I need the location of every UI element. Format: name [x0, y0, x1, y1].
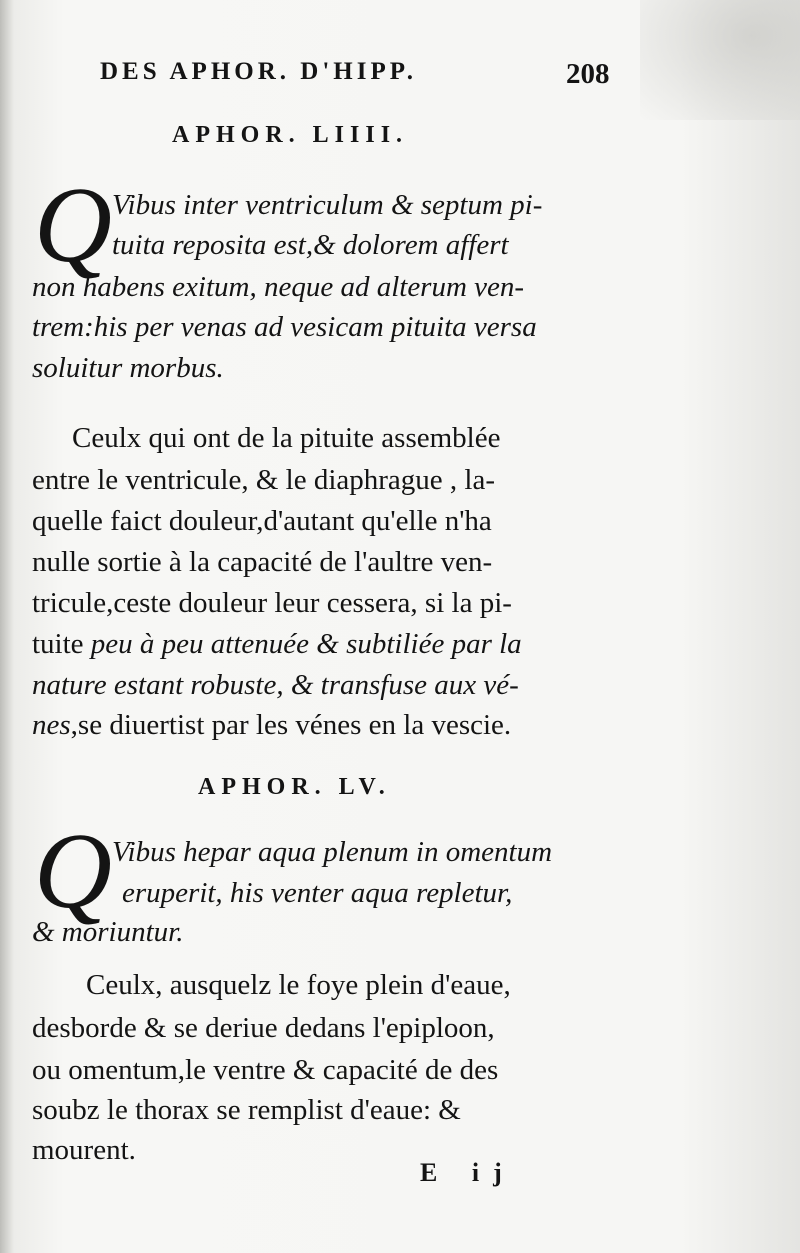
running-head-title: DES APHOR. D'HIPP.	[100, 58, 417, 85]
french-line: Ceulx, ausquelz le foye plein d'eaue,	[86, 969, 511, 1001]
french-line: tuite peu à peu attenuée & subtiliée par la	[32, 628, 522, 660]
french-line: mourent.	[32, 1134, 136, 1166]
latin-line: trem:his per venas ad vesicam pituita versa	[32, 311, 537, 343]
drop-capital-54: Q	[34, 166, 112, 285]
french-line: ou omentum,le ventre & capacité de des	[32, 1054, 499, 1086]
aphorism-heading-54: APHOR. LIIII.	[172, 122, 409, 148]
signature-mark: E ij	[420, 1158, 516, 1187]
latin-line: eruperit, his venter aqua repletur,	[122, 877, 513, 909]
latin-line: Vibus hepar aqua plenum in omentum	[112, 836, 553, 868]
french-line: tricule,ceste douleur leur cessera, si la pi-	[32, 587, 512, 619]
drop-capital-55: Q	[34, 812, 112, 931]
french-line: quelle faict douleur,d'autant qu'elle n'ha	[32, 505, 492, 537]
latin-line: soluitur morbus.	[32, 352, 224, 384]
french-line: Ceulx qui ont de la pituite assemblée	[72, 422, 501, 454]
french-line: desborde & se deriue dedans l'epiploon,	[32, 1012, 495, 1044]
french-line: nulle sortie à la capacité de l'aultre ven-	[32, 546, 493, 578]
french-line: nes,se diuertist par les vénes en la vescie.	[32, 709, 512, 741]
page-gutter-shadow	[0, 0, 14, 1253]
show-through-text	[630, 260, 800, 1210]
latin-line: tuita reposita est,& dolorem affert	[112, 229, 509, 261]
latin-line: Vibus inter ventriculum & septum pi-	[112, 189, 543, 221]
aphorism-heading-55: APHOR. LV.	[198, 774, 391, 800]
latin-line: & moriuntur.	[32, 916, 184, 948]
page-number: 208	[566, 58, 610, 90]
french-line: soubz le thorax se remplist d'eaue: &	[32, 1094, 461, 1126]
french-line: entre le ventricule, & le diaphrague , la-	[32, 464, 495, 496]
latin-line: non habens exitum, neque ad alterum ven-	[32, 271, 525, 303]
page-stain	[640, 0, 800, 120]
french-line: nature estant robuste, & transfuse aux vé-	[32, 669, 519, 701]
